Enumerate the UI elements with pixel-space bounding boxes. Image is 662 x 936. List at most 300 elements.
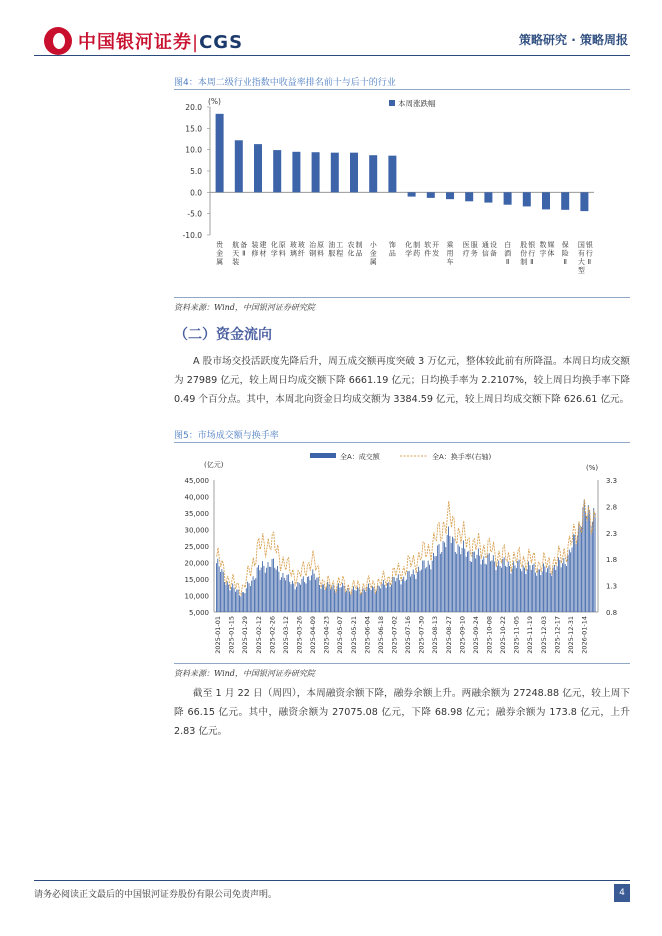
turnover-bar (327, 582, 328, 612)
turnover-bar (247, 582, 248, 612)
turnover-bar (234, 588, 235, 612)
turnover-bar (315, 580, 316, 612)
turnover-bar (497, 566, 498, 612)
x-category-label: 通信 (481, 241, 489, 258)
figure5-chart (174, 444, 630, 662)
turnover-bar (532, 565, 533, 612)
turnover-bar (352, 589, 353, 612)
turnover-bar (531, 570, 532, 612)
turnover-bar (220, 572, 221, 612)
turnover-bar (235, 592, 236, 612)
turnover-bar (422, 561, 423, 612)
turnover-bar (588, 505, 589, 612)
turnover-bar (364, 590, 365, 612)
turnover-bar (568, 555, 569, 612)
bar-13 (446, 192, 454, 199)
x-category-label: 玻纤 (297, 241, 305, 258)
x-category-label: 银行 Ⅱ (585, 241, 593, 266)
turnover-bar (397, 578, 398, 612)
turnover-bar (534, 564, 535, 612)
turnover-bar (521, 571, 522, 612)
turnover-bar (246, 588, 247, 612)
x-date-label: 2025-10-22 (499, 616, 508, 654)
turnover-bar (217, 559, 218, 612)
x-date-label: 2025-12-03 (539, 616, 548, 654)
turnover-bar (466, 557, 467, 612)
turnover-bar (515, 565, 516, 612)
turnover-bar (253, 576, 254, 612)
turnover-bar (557, 566, 558, 612)
turnover-bar (478, 548, 479, 612)
turnover-bar (345, 592, 346, 612)
turnover-bar (395, 581, 396, 612)
turnover-bar (455, 552, 456, 612)
turnover-bar (440, 554, 441, 612)
turnover-bar (493, 555, 494, 612)
turnover-bar (546, 572, 547, 612)
turnover-bar (350, 594, 351, 612)
turnover-bar (261, 568, 262, 612)
turnover-bar (525, 574, 526, 612)
turnover-bar (460, 554, 461, 612)
y-right-tick-label: 3.3 (606, 477, 618, 485)
turnover-bar (489, 553, 490, 612)
page-number: 4 (614, 884, 630, 902)
turnover-bar (316, 578, 317, 612)
x-category-label: 保险 Ⅱ (561, 241, 569, 266)
y-tick-label: -10.0 (182, 231, 202, 240)
turnover-bar (467, 552, 468, 612)
turnover-bar (559, 560, 560, 612)
turnover-bar (239, 595, 240, 612)
turnover-bar (447, 535, 448, 612)
turnover-bar (501, 568, 502, 612)
turnover-bar (500, 566, 501, 612)
bar-20 (580, 192, 588, 211)
turnover-bar (551, 576, 552, 612)
x-date-label: 2025-04-09 (309, 616, 318, 654)
turnover-bar (569, 550, 570, 612)
turnover-bar (539, 569, 540, 612)
turnover-bar (523, 565, 524, 612)
turnover-bar (570, 552, 571, 612)
turnover-bar (432, 561, 433, 612)
turnover-bar (492, 560, 493, 612)
turnover-bar (310, 580, 311, 612)
turnover-bar (471, 562, 472, 612)
x-date-label: 2025-07-16 (404, 616, 413, 654)
y-unit-label: (%) (208, 97, 221, 106)
turnover-bar (354, 590, 355, 612)
turnover-bar (527, 569, 528, 612)
bar-17 (523, 192, 531, 206)
turnover-bar (429, 565, 430, 612)
turnover-bar (333, 585, 334, 612)
turnover-bar (566, 566, 567, 612)
turnover-bar (505, 566, 506, 612)
turnover-bar (330, 589, 331, 612)
y-tick-label: 20.0 (185, 103, 202, 112)
y-left-tick-label: 35,000 (184, 510, 209, 518)
turnover-bar (420, 571, 421, 612)
bar-1 (216, 114, 224, 193)
turnover-bar (369, 588, 370, 612)
turnover-bar (474, 552, 475, 612)
y-tick-label: -5.0 (187, 209, 202, 219)
turnover-bar (268, 562, 269, 612)
turnover-bar (581, 527, 582, 612)
turnover-bar (391, 584, 392, 612)
turnover-bar (443, 541, 444, 612)
turnover-bar (483, 556, 484, 612)
turnover-bar (304, 582, 305, 612)
turnover-bar (285, 580, 286, 612)
turnover-bar (409, 571, 410, 612)
x-category-label: 原料 (317, 241, 325, 258)
x-date-label: 2025-09-24 (471, 616, 480, 654)
turnover-bar (426, 567, 427, 612)
turnover-bar (295, 589, 296, 612)
bar-4 (273, 150, 281, 192)
turnover-bar (224, 582, 225, 612)
turnover-bar (416, 579, 417, 612)
turnover-bar (240, 596, 241, 612)
turnover-bar (578, 523, 579, 612)
x-date-label: 2025-11-19 (526, 616, 535, 654)
turnover-bar (378, 585, 379, 612)
turnover-bar (565, 564, 566, 612)
x-category-label: 航天装 (232, 241, 240, 266)
turnover-bar (231, 587, 232, 612)
report-category: 策略研究 · 策略周报 (519, 33, 628, 47)
turnover-bar (323, 585, 324, 612)
bar-10 (388, 156, 396, 193)
x-category-label: 冶钢 (309, 241, 317, 258)
x-date-label: 2025-04-23 (322, 616, 331, 654)
turnover-bar (334, 589, 335, 612)
turnover-bar (542, 571, 543, 612)
turnover-bar (473, 552, 474, 612)
turnover-bar (553, 568, 554, 612)
turnover-bar (401, 584, 402, 612)
turnover-bar (278, 572, 279, 612)
turnover-bar (411, 574, 412, 612)
turnover-bar (291, 584, 292, 612)
turnover-bar (216, 563, 217, 612)
turnover-bar (227, 581, 228, 612)
turnover-bar (591, 526, 592, 612)
y-left-tick-label: 45,000 (184, 477, 209, 485)
turnover-bar (550, 573, 551, 612)
turnover-bar (413, 569, 414, 612)
legend-label: 本周涨跌幅 (398, 99, 436, 108)
turnover-bar (390, 587, 391, 612)
y-right-tick-label: 1.3 (606, 582, 618, 591)
figure5-bottom-line (174, 663, 630, 664)
x-date-label: 2025-01-29 (241, 616, 250, 654)
turnover-bar (331, 587, 332, 612)
x-category-label: 原料 (278, 241, 286, 258)
x-date-label: 2025-07-02 (390, 616, 399, 654)
x-date-label: 2025-05-07 (336, 616, 345, 654)
turnover-bar (361, 592, 362, 612)
turnover-bar (558, 557, 559, 612)
x-category-label: 开发 (432, 241, 440, 258)
turnover-bar (308, 576, 309, 612)
figure4-title: 图4：本周二级行业指数中收益率排名前十与后十的行业 (174, 78, 396, 88)
x-date-label: 2025-07-30 (417, 616, 426, 654)
paragraph-trading: A 股市场交投活跃度先降后升，周五成交额再度突破 3 万亿元，整体较此前有所降温。本周日均成交额为 27989 亿元，较上周日均成交额下降 6661.19 亿元；日均换手率为 2.2107%，较上周日均换手率下降 0.49 个百分点。其中，本周北向资金日均成交额为 3384.59 亿元，较上周日均成交额下降 626.61 亿元。 (174, 356, 630, 405)
turnover-bar (508, 562, 509, 612)
legend-rate-label: 全A：换手率(右轴) (432, 453, 492, 461)
y-left-tick-label: 15,000 (184, 576, 209, 584)
turnover-bar (584, 500, 585, 612)
turnover-bar (341, 587, 342, 612)
turnover-bar (249, 583, 250, 612)
x-category-label: 服务 (470, 241, 478, 258)
x-date-label: 2026-01-14 (580, 616, 589, 654)
turnover-bar (538, 569, 539, 612)
turnover-bar (273, 559, 274, 612)
x-date-label: 2025-05-21 (349, 616, 358, 654)
turnover-bar (219, 566, 220, 612)
turnover-bar (318, 577, 319, 612)
turnover-bar (353, 586, 354, 612)
turnover-bar (436, 556, 437, 612)
x-date-label: 2025-06-18 (376, 616, 385, 654)
turnover-bar (485, 564, 486, 612)
x-date-label: 2025-03-26 (295, 616, 304, 654)
turnover-bar (428, 561, 429, 612)
turnover-bar (276, 570, 277, 612)
y-right-tick-label: 2.3 (606, 529, 618, 538)
turnover-bar (592, 522, 593, 612)
turnover-bar (490, 561, 491, 612)
x-category-label: 备 Ⅱ (240, 241, 248, 258)
turnover-bar (464, 549, 465, 612)
turnover-bar (251, 581, 252, 612)
turnover-bar (283, 573, 284, 612)
turnover-bar (371, 590, 372, 612)
x-date-label: 2025-06-04 (363, 616, 372, 654)
turnover-bar (259, 570, 260, 612)
turnover-bar (394, 577, 395, 612)
turnover-bar (287, 575, 288, 612)
turnover-bar (424, 560, 425, 612)
legend-swatch (389, 100, 395, 106)
turnover-bar (449, 536, 450, 612)
turnover-bar (519, 560, 520, 612)
turnover-bar (486, 565, 487, 612)
turnover-bar (340, 588, 341, 612)
turnover-bar (410, 577, 411, 612)
turnover-bar (430, 569, 431, 612)
turnover-bar (509, 566, 510, 612)
turnover-bar (326, 587, 327, 612)
turnover-bar (387, 583, 388, 612)
turnover-bar (386, 588, 387, 612)
turnover-bar (477, 555, 478, 612)
turnover-bar (230, 590, 231, 612)
y-left-tick-label: 30,000 (184, 526, 209, 535)
turnover-bar (563, 558, 564, 612)
turnover-bar (398, 574, 399, 612)
x-category-label: 银行 Ⅱ (528, 241, 536, 266)
bar-7 (331, 153, 339, 193)
turnover-bar (399, 580, 400, 612)
y-tick-label: 15.0 (185, 124, 202, 134)
turnover-bar (524, 568, 525, 612)
x-category-label: 装修 (251, 241, 259, 258)
turnover-bar (372, 586, 373, 612)
y-left-tick-label: 20,000 (184, 559, 209, 568)
turnover-bar (482, 560, 483, 612)
turnover-bar (540, 575, 541, 612)
x-category-label: 制品 (355, 241, 363, 258)
legend-turnover-label: 全A：成交额 (340, 453, 380, 461)
turnover-bar (311, 575, 312, 612)
turnover-bar (595, 513, 596, 612)
y-tick-label: 5.0 (190, 167, 202, 176)
turnover-bar (359, 588, 360, 612)
turnover-bar (264, 566, 265, 612)
turnover-bar (322, 584, 323, 612)
turnover-bar (270, 567, 271, 612)
turnover-bar (502, 559, 503, 612)
turnover-bar (406, 580, 407, 612)
bar-16 (504, 192, 512, 204)
turnover-bar (463, 541, 464, 612)
turnover-bar (459, 547, 460, 612)
turnover-bar (302, 579, 303, 612)
turnover-bar (580, 526, 581, 612)
bar-3 (254, 144, 262, 192)
turnover-bar (303, 576, 304, 612)
turnover-bar (344, 586, 345, 612)
x-date-label: 2025-08-27 (444, 616, 453, 654)
turnover-bar (462, 548, 463, 612)
turnover-bar (445, 547, 446, 612)
turnover-bar (223, 572, 224, 612)
turnover-bar (321, 589, 322, 612)
turnover-bar (441, 552, 442, 612)
turnover-bar (338, 583, 339, 612)
turnover-bar (562, 563, 563, 612)
turnover-bar (335, 591, 336, 612)
paragraph-margin: 截至 1 月 22 日（周四），本周融资余额下降，融券余额上升。两融余额为 27248.88 亿元，较上周下降 66.15 亿元。其中，融资余额为 27075.08 亿元，下降 68.98 亿元；融券余额为 173.8 亿元，上升 2.83 亿元。 (174, 688, 630, 737)
turnover-bar (383, 580, 384, 612)
turnover-bar (407, 571, 408, 612)
turnover-bar (487, 554, 488, 612)
turnover-bar (296, 587, 297, 612)
y-right-tick-label: 0.8 (606, 609, 618, 617)
turnover-bar (288, 574, 289, 612)
turnover-bar (530, 565, 531, 612)
x-category-label: 化学 (270, 241, 278, 258)
turnover-bar (365, 592, 366, 612)
turnover-bar (255, 578, 256, 612)
turnover-bar (357, 587, 358, 612)
x-date-label: 2025-03-12 (281, 616, 290, 654)
turnover-bar (367, 587, 368, 612)
turnover-bar (417, 572, 418, 612)
turnover-bar (232, 583, 233, 612)
turnover-bar (585, 512, 586, 612)
turnover-bar (506, 567, 507, 612)
x-category-label: 农化 (347, 241, 355, 258)
x-category-label: 饰品 (388, 241, 396, 258)
turnover-bar (242, 592, 243, 612)
figure4-bottom-line (174, 297, 630, 298)
turnover-bar (300, 585, 301, 612)
turnover-bar (257, 568, 258, 612)
turnover-bar (451, 543, 452, 612)
turnover-bar (342, 583, 343, 612)
bar-6 (312, 152, 320, 192)
y-left-tick-label: 10,000 (184, 592, 209, 601)
turnover-bar (289, 582, 290, 612)
x-date-label: 2025-11-05 (512, 616, 521, 654)
legend-turnover-swatch (310, 453, 336, 458)
turnover-bar (306, 583, 307, 612)
x-category-label: 国有大型 (577, 241, 585, 275)
turnover-bar (573, 534, 574, 612)
turnover-bar (236, 590, 237, 612)
bar-18 (542, 192, 550, 209)
y-right-tick-label: 2.8 (606, 503, 618, 512)
bar-19 (561, 192, 569, 209)
turnover-bar (388, 582, 389, 612)
turnover-bar (437, 545, 438, 612)
section-title: （二）资金流向 (174, 327, 272, 343)
turnover-bar (349, 592, 350, 612)
turnover-bar (555, 570, 556, 612)
turnover-bar (312, 569, 313, 612)
turnover-bar (479, 556, 480, 612)
header-divider (34, 55, 630, 56)
bar-8 (350, 153, 358, 193)
turnover-bar (549, 566, 550, 612)
turnover-bar (405, 581, 406, 612)
left-unit-label: (亿元) (204, 461, 224, 469)
turnover-bar (444, 542, 445, 612)
turnover-bar (380, 588, 381, 612)
bar-14 (465, 192, 473, 201)
turnover-bar (293, 584, 294, 612)
turnover-bar (384, 585, 385, 612)
page-header (0, 0, 662, 70)
figure5-title: 图5：市场成交额与换手率 (174, 431, 279, 441)
turnover-bar (325, 590, 326, 612)
x-category-label: 小金属 (369, 241, 377, 266)
turnover-bar (536, 576, 537, 612)
turnover-bar (414, 575, 415, 612)
x-date-label: 2025-01-15 (227, 616, 236, 654)
x-category-label: 油服 (328, 241, 336, 258)
turnover-bar (593, 508, 594, 612)
turnover-bar (348, 588, 349, 612)
x-category-label: 数字 (539, 241, 547, 258)
turnover-bar (418, 567, 419, 612)
turnover-bar (516, 568, 517, 612)
turnover-bar (250, 586, 251, 612)
turnover-bar (356, 591, 357, 612)
turnover-bar (314, 574, 315, 612)
x-category-label: 制药 (413, 241, 421, 258)
turnover-bar (292, 581, 293, 612)
turnover-bar (277, 566, 278, 612)
figure5-source: 资料来源：Wind，中国银河证券研究院 (174, 669, 315, 678)
